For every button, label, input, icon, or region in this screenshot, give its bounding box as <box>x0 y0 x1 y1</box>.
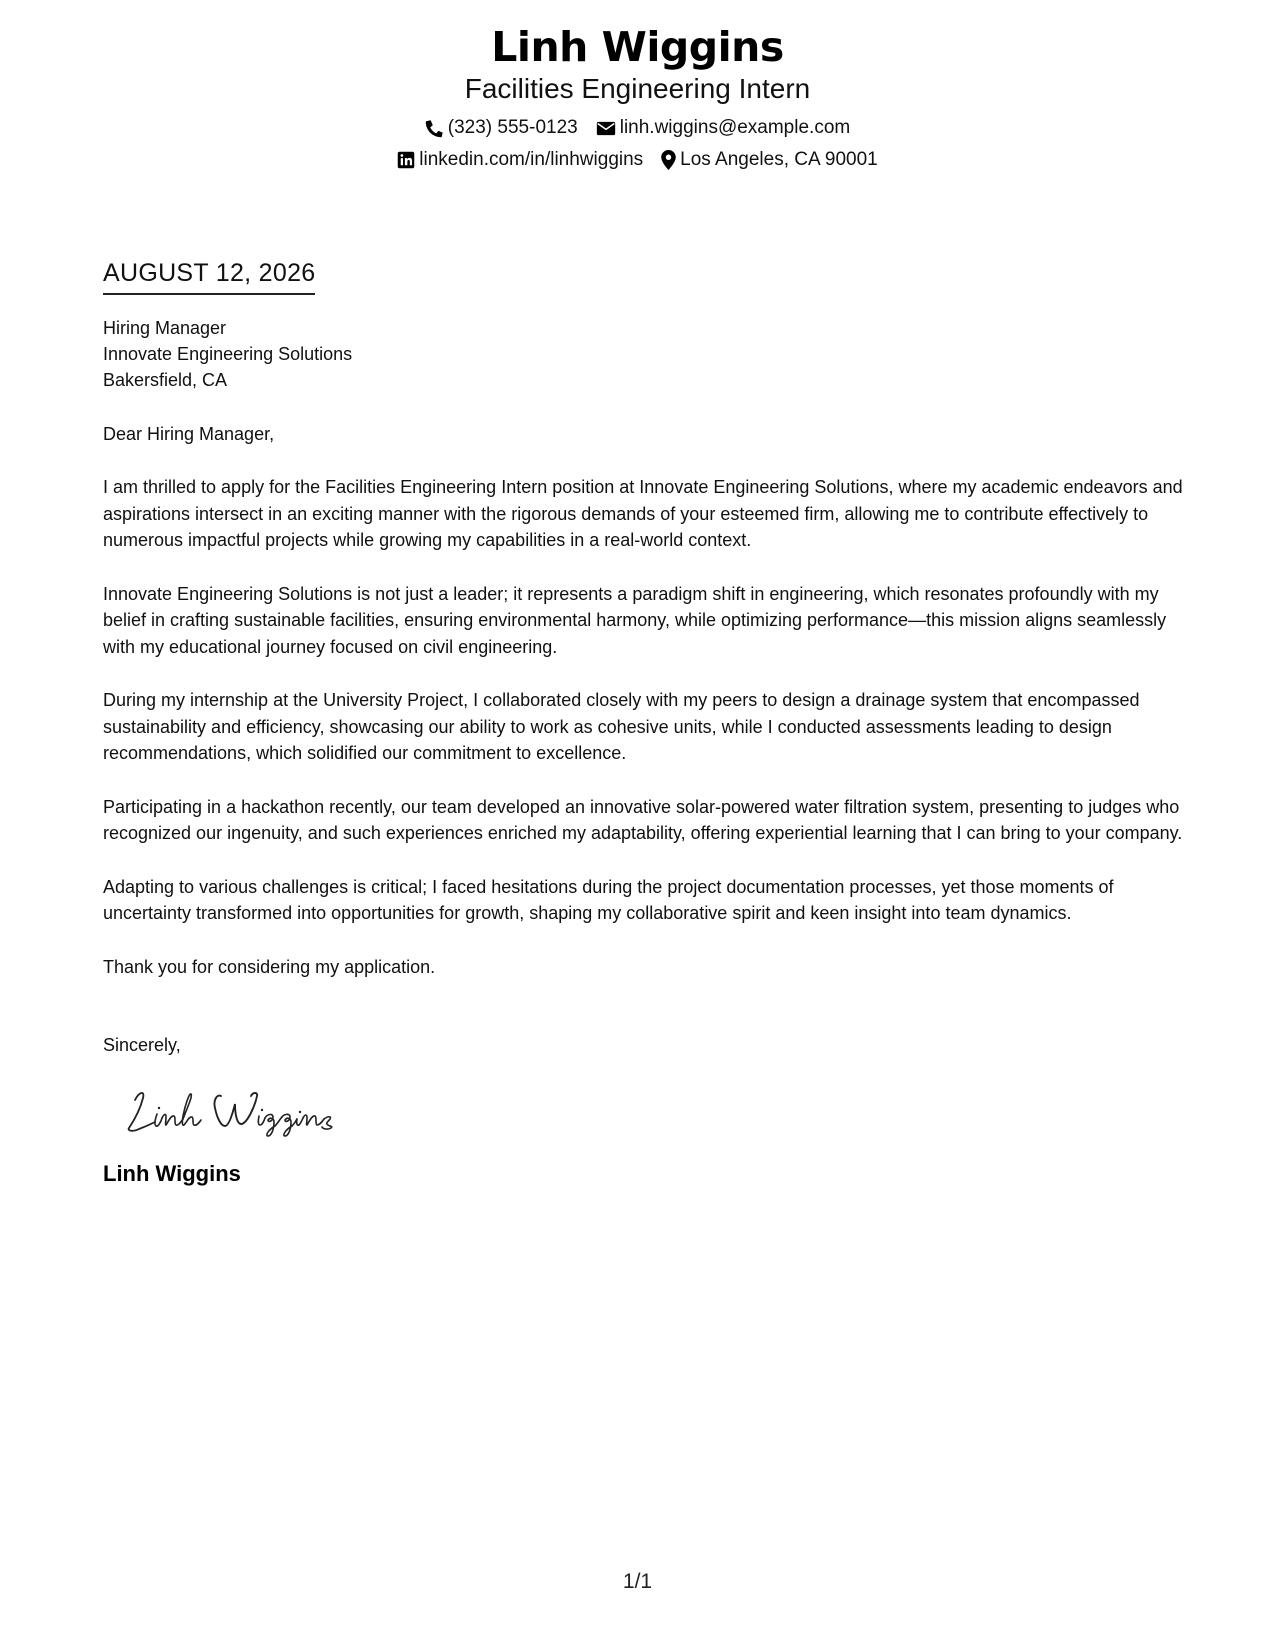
closing: Sincerely, <box>103 1035 181 1055</box>
contact-phone[interactable] <box>425 116 578 140</box>
recipient-line: Innovate Engineering Solutions <box>103 344 353 364</box>
handwritten-signature <box>125 1086 345 1138</box>
phone-icon <box>425 119 444 138</box>
letter-body <box>103 258 1183 1188</box>
linkedin-url: linkedin.com/in/linhwiggins <box>419 149 644 170</box>
location-text: Los Angeles, CA 90001 <box>680 149 878 170</box>
body-paragraph: I am thrilled to apply for the Facilities Engineering Intern position at Innovate Engineering Solutions, where my academic endeavors and aspirations intersect in an exciting manner with the rigorous demands of your esteemed firm, allowing me to contribute effectively to numerous impactful projects while growing my capabilities in a real-world context. <box>103 477 1183 550</box>
letter-header <box>0 22 1275 172</box>
recipient-line: Bakersfield, CA <box>103 370 228 390</box>
page-number: 1/1 <box>622 1570 653 1593</box>
email-address: linh.wiggins@example.com <box>619 117 851 138</box>
body-paragraph: Adapting to various challenges is critical; I faced hesitations during the project documentation processes, yet those moments of uncertainty transformed into opportunities for growth, shaping my collaborative spirit and keen insight into team dynamics. <box>103 876 1114 923</box>
applicant-name: Linh Wiggins <box>491 23 784 71</box>
body-paragraph: During my internship at the University Project, I collaborated closely with my peers to design a drainage system that encompassed sustainability and efficiency, showcasing our ability to work as cohesive units, while I conducted assessments leading to design recommendations, which solidified our commitment to excellence. <box>103 690 1140 763</box>
envelope-icon <box>596 120 616 137</box>
contact-email[interactable] <box>596 116 851 140</box>
body-paragraph: Thank you for considering my application. <box>103 956 436 977</box>
contact-row-secondary <box>0 148 1275 172</box>
body-paragraph: Innovate Engineering Solutions is not just a leader; it represents a paradigm shift in engineering, which resonates profoundly with my belief in crafting sustainable facilities, ensuring environmental harmony, while optimizing performance—this mission aligns seamlessly with my educational journey focused on civil engineering. <box>103 583 1167 657</box>
contact-linkedin[interactable] <box>397 148 643 172</box>
contact-row-primary <box>0 116 1275 140</box>
recipient-line: Hiring Manager <box>103 318 227 338</box>
applicant-title: Facilities Engineering Intern <box>464 73 811 104</box>
phone-number: (323) 555-0123 <box>447 117 578 138</box>
body-paragraph: Participating in a hackathon recently, our team developed an innovative solar-powered water filtration system, presenting to judges who recognized our ingenuity, and such experiences enriched my adaptability, offering experiential learning that I can bring to your company. <box>103 796 1183 843</box>
signed-name: Linh Wiggins <box>103 1161 241 1186</box>
map-pin-icon <box>661 150 676 170</box>
letter-date: AUGUST 12, 2026 <box>103 258 315 295</box>
linkedin-icon <box>397 151 415 169</box>
salutation: Dear Hiring Manager, <box>103 424 275 444</box>
recipient-block <box>103 315 1183 393</box>
contact-location <box>661 148 878 172</box>
